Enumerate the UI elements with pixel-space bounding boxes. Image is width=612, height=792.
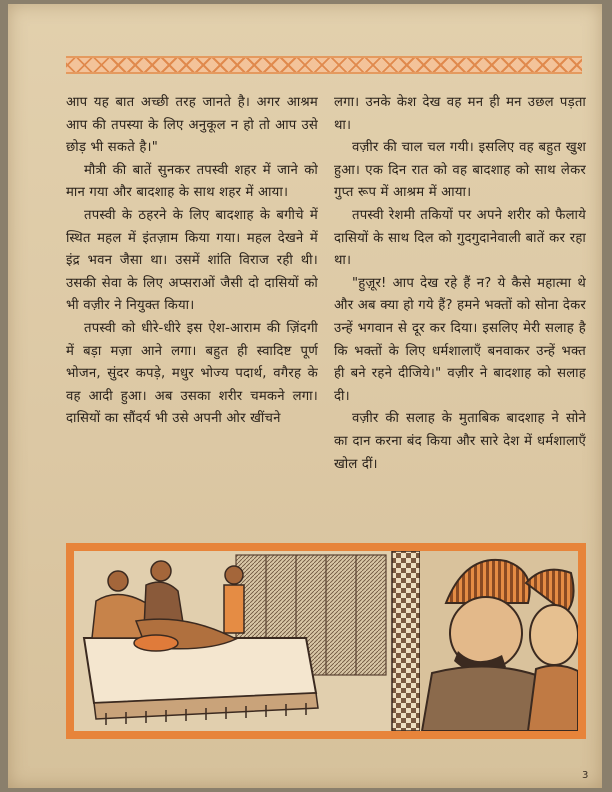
page-number: 3 <box>582 770 589 781</box>
right-text-column <box>334 92 586 476</box>
left-paragraph-1: आप यह बात अच्छी तरह जानते है। अगर आश्रम आप की तपस्या के लिए अनुकूल न हो तो आप उसे छोड़ भी सकते है।" <box>66 95 318 156</box>
right-paragraph-2: वज़ीर की चाल चल गयी। इसलिए वह बहुत खुश हुआ। एक दिन रात को वह बादशाह को साथ लेकर गुप्त रूप में आश्रम में आया। <box>334 140 586 201</box>
left-text-column <box>66 92 318 431</box>
left-paragraph-4: तपस्वी को धीरे-धीरे इस ऐश-आराम की ज़िंदगी में बड़ा मज़ा आने लगा। बहुत ही स्वादिष्ट पूर्ण भोजन, सुंदर कपड़े, मधुर भोज्य पदार्थ, वगैरह के वह आदी हुआ। अब उसका शरीर चमकने लगा। दासियों का सौंदर्य भी उसे अपनी ओर खींचने <box>66 320 318 427</box>
right-paragraph-5: वज़ीर की सलाह के मुताबिक बादशाह ने सोने का दान करना बंद किया और सारे देश में धर्मशालाएँ खोल दीं। <box>334 411 586 472</box>
right-paragraph-3: तपस्वी रेशमी तकियों पर अपने शरीर को फैलाये दासियों के साथ दिल को गुदगुदानेवाली बातें कर रहा था। <box>334 207 586 269</box>
decorative-border <box>66 56 582 74</box>
left-paragraph-3: तपस्वी के ठहरने के लिए बादशाह के बगीचे में स्थित महल में इंतज़ाम किया गया। महल देखने में इंद्र भवन जैसा था। उसमें शांति विराज रही थी। उसकी सेवा के लिए अप्सराओं जैसी दो दासियों को भी वज़ीर ने नियुक्त किया। <box>66 207 318 314</box>
left-paragraph-2: मौत्री की बातें सुनकर तपस्वी शहर में जाने को मान गया और बादशाह के साथ शहर में आया। <box>66 162 318 201</box>
right-paragraph-4: "हुज़ूर! आप देख रहे हैं न? ये कैसे महात्मा थे और अब क्या हो गये हैं? हमने भक्तों को सोना देकर उन्हें भगवान से दूर कर दिया। इसलिए मेरी सलाह है कि भक्तों के लिए धर्मशालाएँ बनवाकर उन्हें भक्त ही बने रहने दीजिये।" वज़ीर ने बादशाह को सलाह दी। <box>334 275 586 404</box>
palace-scene-illustration-icon <box>66 543 586 739</box>
checkered-pillar <box>392 551 420 731</box>
right-paragraph-1: लगा। उनके केश देख वह मन ही मन उछल पड़ता था। <box>334 95 586 133</box>
